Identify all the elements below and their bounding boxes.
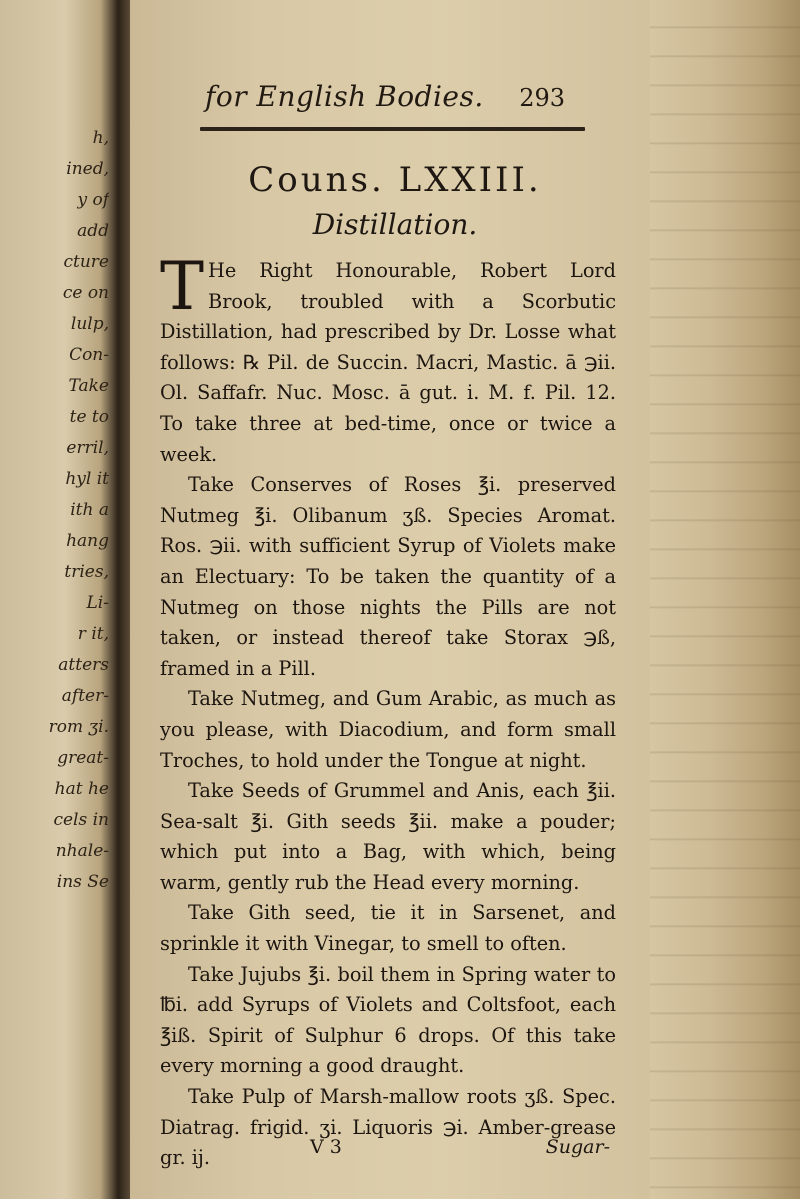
page-number: 293: [519, 84, 565, 112]
facing-page-fragment: great-: [57, 748, 109, 768]
book-gutter: [118, 0, 130, 1199]
counsel-subtitle: Distillation.: [312, 208, 478, 241]
drop-cap: T: [160, 248, 205, 325]
paragraph-text: He Right Honourable, Robert Lord Brook, troubled with a Scorbutic Distillation, had prescribed by Dr. Losse what follows: ℞ Pil. de Succin. Macri, Mastic. ā ℈ii. Ol. Saffafr. Nuc. Mosc. ā gut. i. M. f. Pil. 12. To take three at bed-time, once or twice a week.: [160, 259, 616, 466]
facing-page-fragment: rom ʒi.: [48, 717, 109, 737]
facing-page-fragment: tries,: [64, 562, 109, 582]
facing-page-fragment: nhale-: [55, 841, 109, 861]
paragraph: [160, 1082, 616, 1174]
running-head: for English Bodies.: [205, 80, 484, 113]
facing-page-fragment: hat he: [54, 779, 109, 799]
paragraph: [160, 470, 616, 684]
paragraph-text: Take Gith seed, tie it in Sarsenet, and sprinkle it with Vinegar, to smell to often.: [160, 901, 616, 956]
facing-page-fragment: add: [77, 221, 109, 241]
paragraph: [160, 898, 616, 959]
paragraph-text: Take Conserves of Roses ℥i. preserved Nutmeg ℥i. Olibanum ʒß. Species Aromat. Ros. ℈ii. with sufficient Syrup of Violets make an Electuary: To be taken the quantity of a Nutmeg on those nights the Pills are not taken, or instead thereof take Storax ℈ß, framed in a Pill.: [160, 473, 616, 680]
facing-page-fragment: Take: [68, 376, 109, 396]
paragraph: [160, 248, 616, 470]
facing-page-fragment: ith a: [70, 500, 109, 520]
facing-page-fragment: hyl it: [65, 469, 109, 489]
paragraph-text: Take Pulp of Marsh-mallow roots ʒß. Spec. Diatrag. frigid. ʒi. Liquoris ℈i. Amber-grease gr. ij.: [160, 1085, 616, 1170]
facing-page-fragment: ined,: [66, 159, 109, 179]
paragraph: [160, 684, 616, 776]
facing-page-fragment: ce on: [62, 283, 109, 303]
facing-page-fragment: Con-: [69, 345, 109, 365]
facing-page-fragment: erril,: [66, 438, 109, 458]
next-page-show-through: [650, 0, 800, 1199]
facing-page-fragment: after-: [61, 686, 109, 706]
facing-page-fragment: cture: [63, 252, 109, 272]
paragraph-text: Take Nutmeg, and Gum Arabic, as much as you please, with Diacodium, and form small Troches, to hold under the Tongue at night.: [160, 687, 616, 772]
counsel-title: Couns. LXXIII.: [248, 160, 542, 200]
facing-page-fragment: h,: [92, 128, 109, 148]
facing-page-fragment: cels in: [53, 810, 109, 830]
body-text: [160, 248, 616, 1174]
header-rule: [200, 127, 585, 131]
signature-mark: V 3: [310, 1136, 342, 1158]
paragraph-text: Take Seeds of Grummel and Anis, each ℥ii. Sea-salt ℥i. Gith seeds ℥ii. make a pouder; which put into a Bag, with which, being warm, gently rub the Head every morning.: [160, 779, 616, 894]
paragraph: [160, 776, 616, 898]
paragraph-text: Take Jujubs ℥i. boil them in Spring water to ℔i. add Syrups of Violets and Coltsfoot, each ℥iß. Spirit of Sulphur 6 drops. Of this take every morning a good draught.: [160, 962, 616, 1078]
facing-page-fragment: Li-: [86, 593, 109, 613]
facing-page-fragment: lulp,: [70, 314, 109, 334]
facing-page-edge: [0, 0, 118, 1199]
facing-page-fragment: hang: [66, 531, 109, 551]
facing-page-fragment: atters: [58, 655, 109, 675]
paragraph: [160, 960, 616, 1082]
facing-page-fragment: y of: [77, 190, 109, 210]
facing-page-fragment: te to: [69, 407, 109, 427]
facing-page-fragment: r it,: [77, 624, 109, 644]
facing-page-fragment: ins Se: [56, 872, 109, 892]
page-header: [205, 80, 565, 120]
catchword: Sugar-: [545, 1136, 610, 1158]
